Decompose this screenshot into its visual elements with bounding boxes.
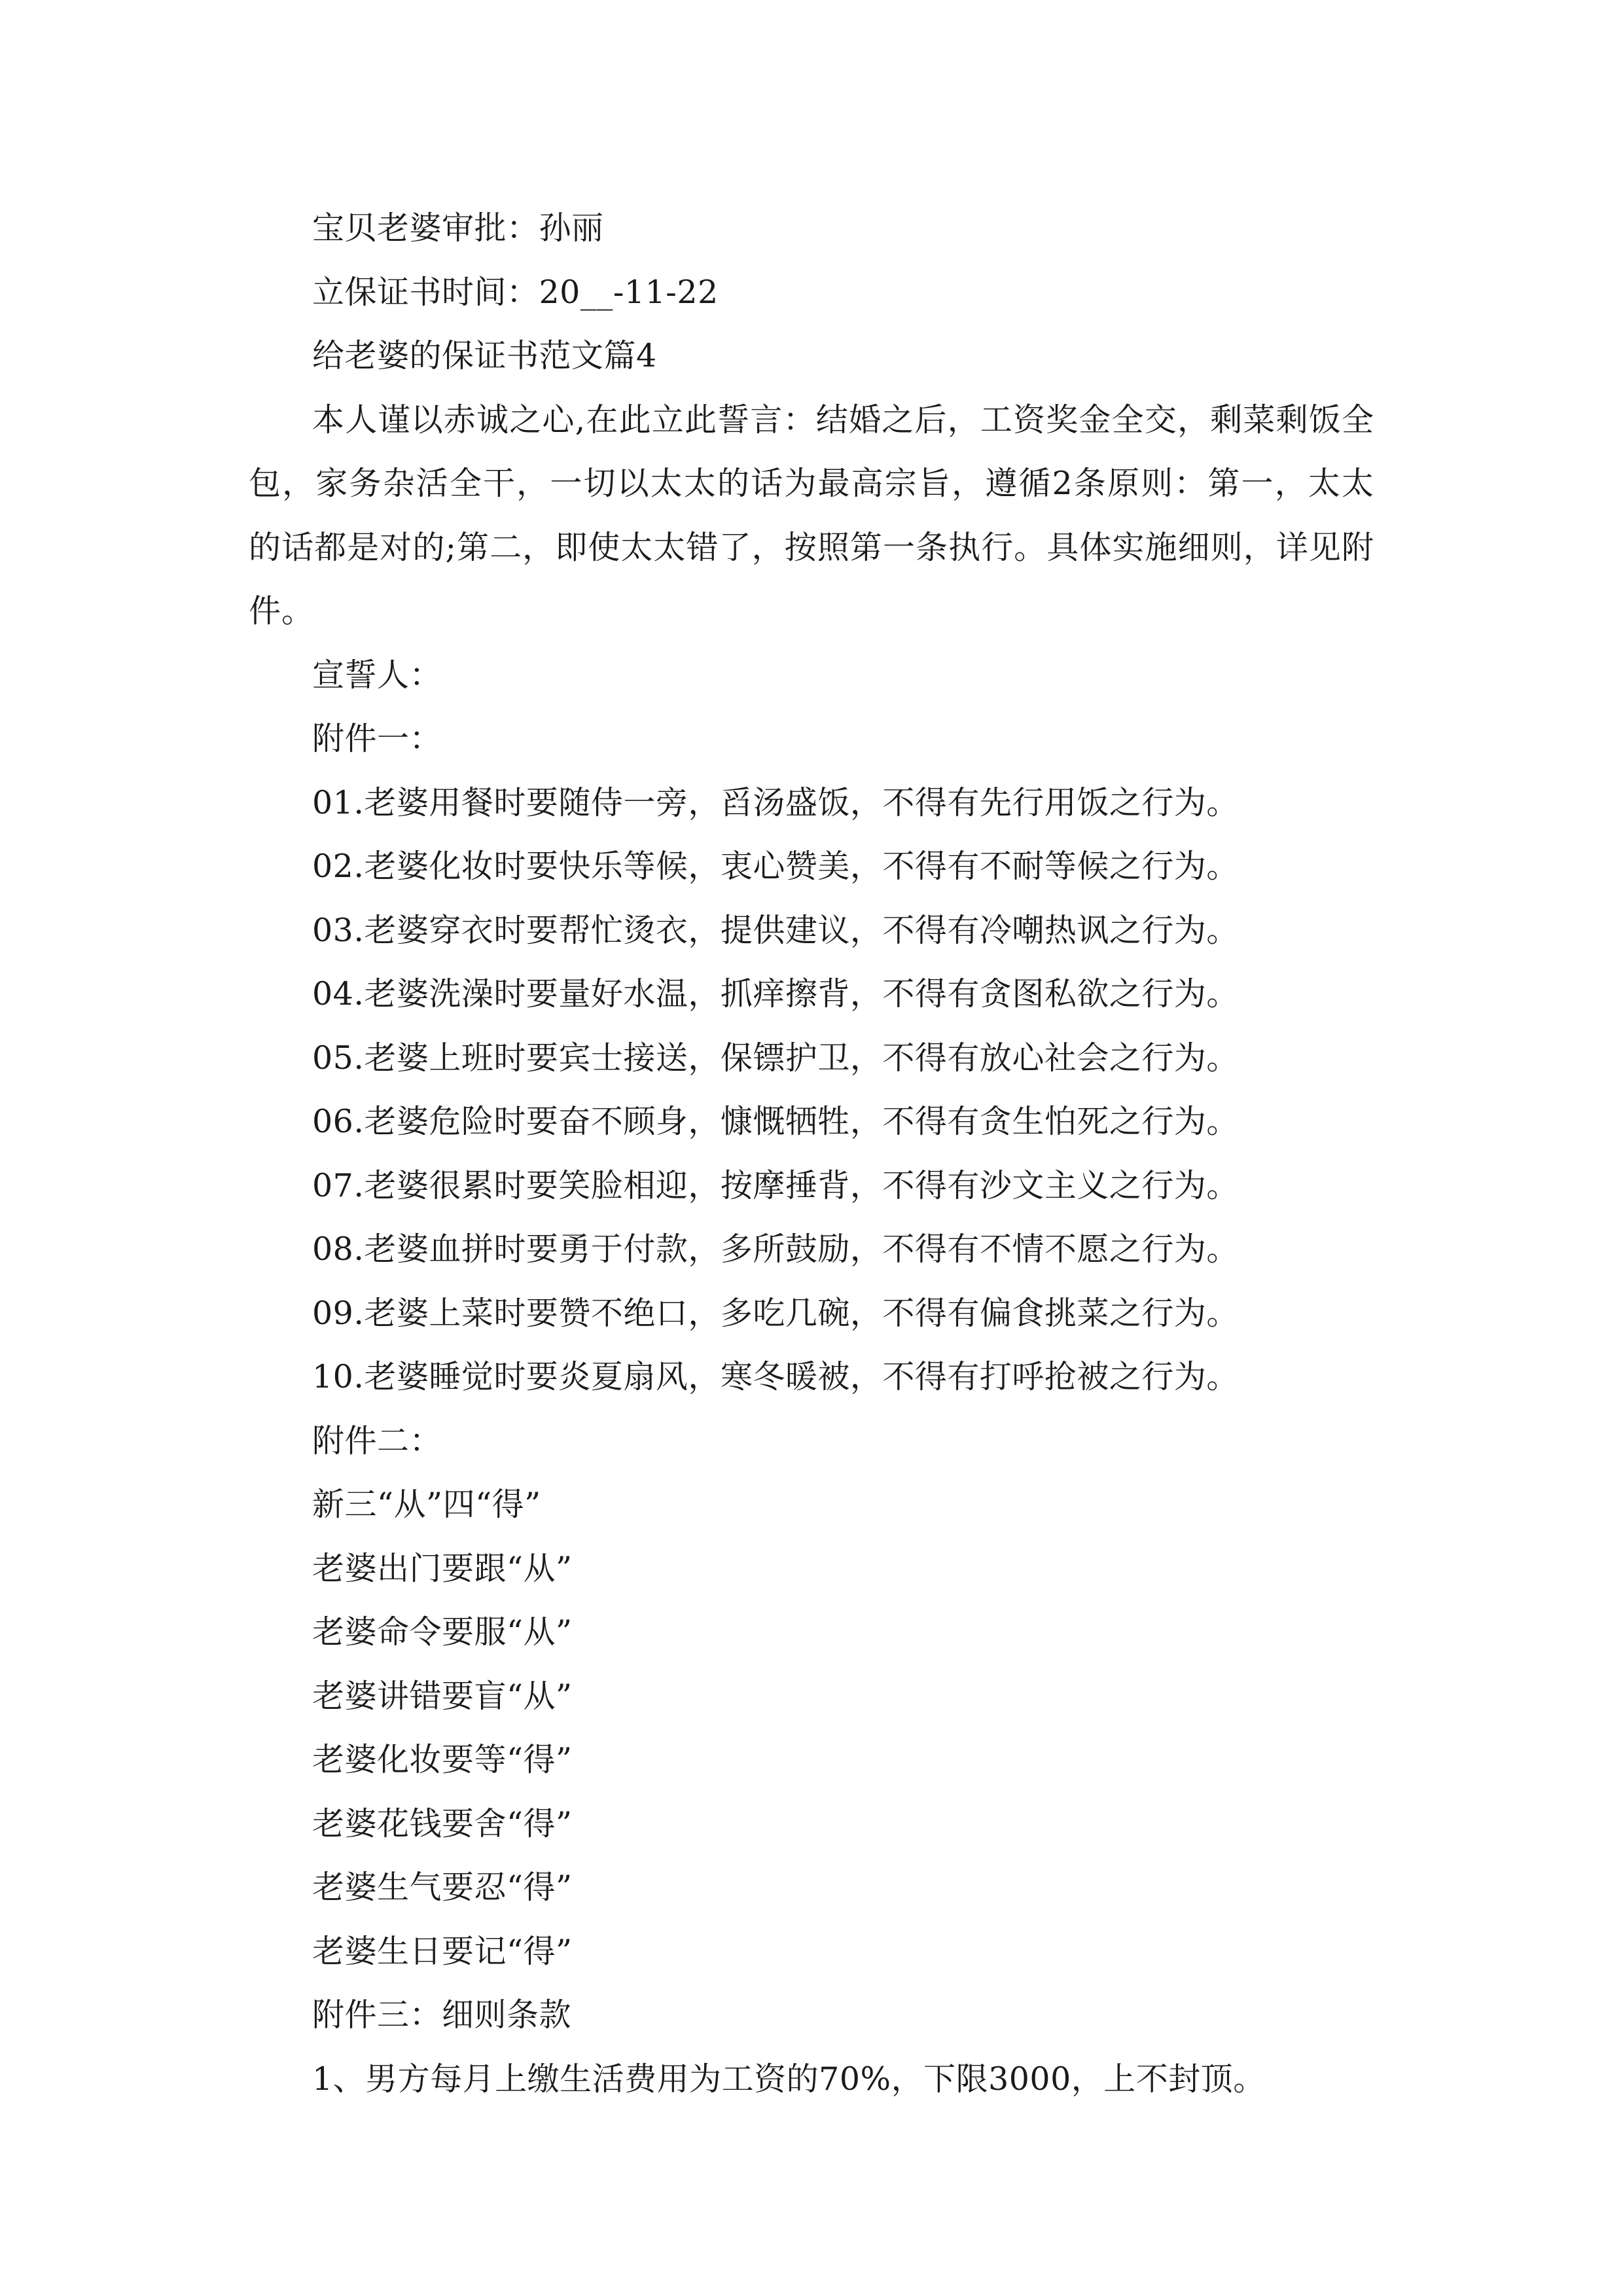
appendix2-item: 老婆讲错要盲“从” (312, 1677, 573, 1715)
section-heading: 给老婆的保证书范文篇4 (312, 337, 657, 374)
appendix1-item: 09.老婆上菜时要赞不绝口，多吃几碗，不得有偏食挑菜之行为。 (312, 1294, 1239, 1332)
approver-line: 宝贝老婆审批：孙丽 (312, 209, 604, 247)
appendix1-item: 07.老婆很累时要笑脸相迎，按摩捶背，不得有沙文主义之行为。 (312, 1166, 1239, 1204)
date-line: 立保证书时间：20__-11-22 (312, 273, 719, 311)
oath-taker-line: 宣誓人： (312, 656, 442, 694)
appendix2-item: 老婆生气要忍“得” (312, 1869, 573, 1906)
appendix1-item: 05.老婆上班时要宾士接送，保镖护卫，不得有放心社会之行为。 (312, 1039, 1239, 1077)
oath-paragraph: 本人谨以赤诚之心,在此立此誓言：结婚之后，工资奖金全交，剩菜剩饭全包，家务杂活全干，一切以太太的话为最高宗旨，遵循2条原则：第一，太太的话都是对的;第二，即使太太错了，按照第一条执行。具体实施细则，详见附件。 (249, 401, 1374, 630)
appendix3-title: 附件三：细则条款 (312, 1996, 572, 2034)
appendix1-item: 06.老婆危险时要奋不顾身，慷慨牺牲，不得有贪生怕死之行为。 (312, 1103, 1239, 1140)
appendix2-title: 附件二： (312, 1422, 442, 1460)
appendix1-item: 10.老婆睡觉时要炎夏扇风，寒冬暖被，不得有打呼抢被之行为。 (312, 1358, 1239, 1395)
appendix1-title: 附件一： (312, 720, 442, 757)
appendix2-item: 老婆出门要跟“从” (312, 1549, 573, 1587)
appendix3-item: 1、男方每月上缴生活费用为工资的70%，下限3000，上不封顶。 (312, 2060, 1266, 2098)
appendix1-item: 04.老婆洗澡时要量好水温，抓痒擦背，不得有贪图私欲之行为。 (312, 975, 1239, 1013)
appendix1-item: 08.老婆血拼时要勇于付款，多所鼓励，不得有不情不愿之行为。 (312, 1230, 1239, 1268)
appendix2-item: 老婆生日要记“得” (312, 1932, 573, 1970)
appendix2-item: 老婆花钱要舍“得” (312, 1804, 573, 1842)
document-body (249, 196, 1374, 2111)
appendix1-item: 02.老婆化妆时要快乐等候，衷心赞美，不得有不耐等候之行为。 (312, 848, 1239, 885)
appendix2-item: 老婆化妆要等“得” (312, 1741, 573, 1778)
appendix2-item: 老婆命令要服“从” (312, 1613, 573, 1651)
appendix2-subtitle: 新三“从”四“得” (312, 1486, 541, 1523)
appendix1-item: 03.老婆穿衣时要帮忙烫衣，提供建议，不得有冷嘲热讽之行为。 (312, 911, 1239, 949)
appendix1-item: 01.老婆用餐时要随侍一旁，舀汤盛饭，不得有先行用饭之行为。 (312, 783, 1239, 821)
